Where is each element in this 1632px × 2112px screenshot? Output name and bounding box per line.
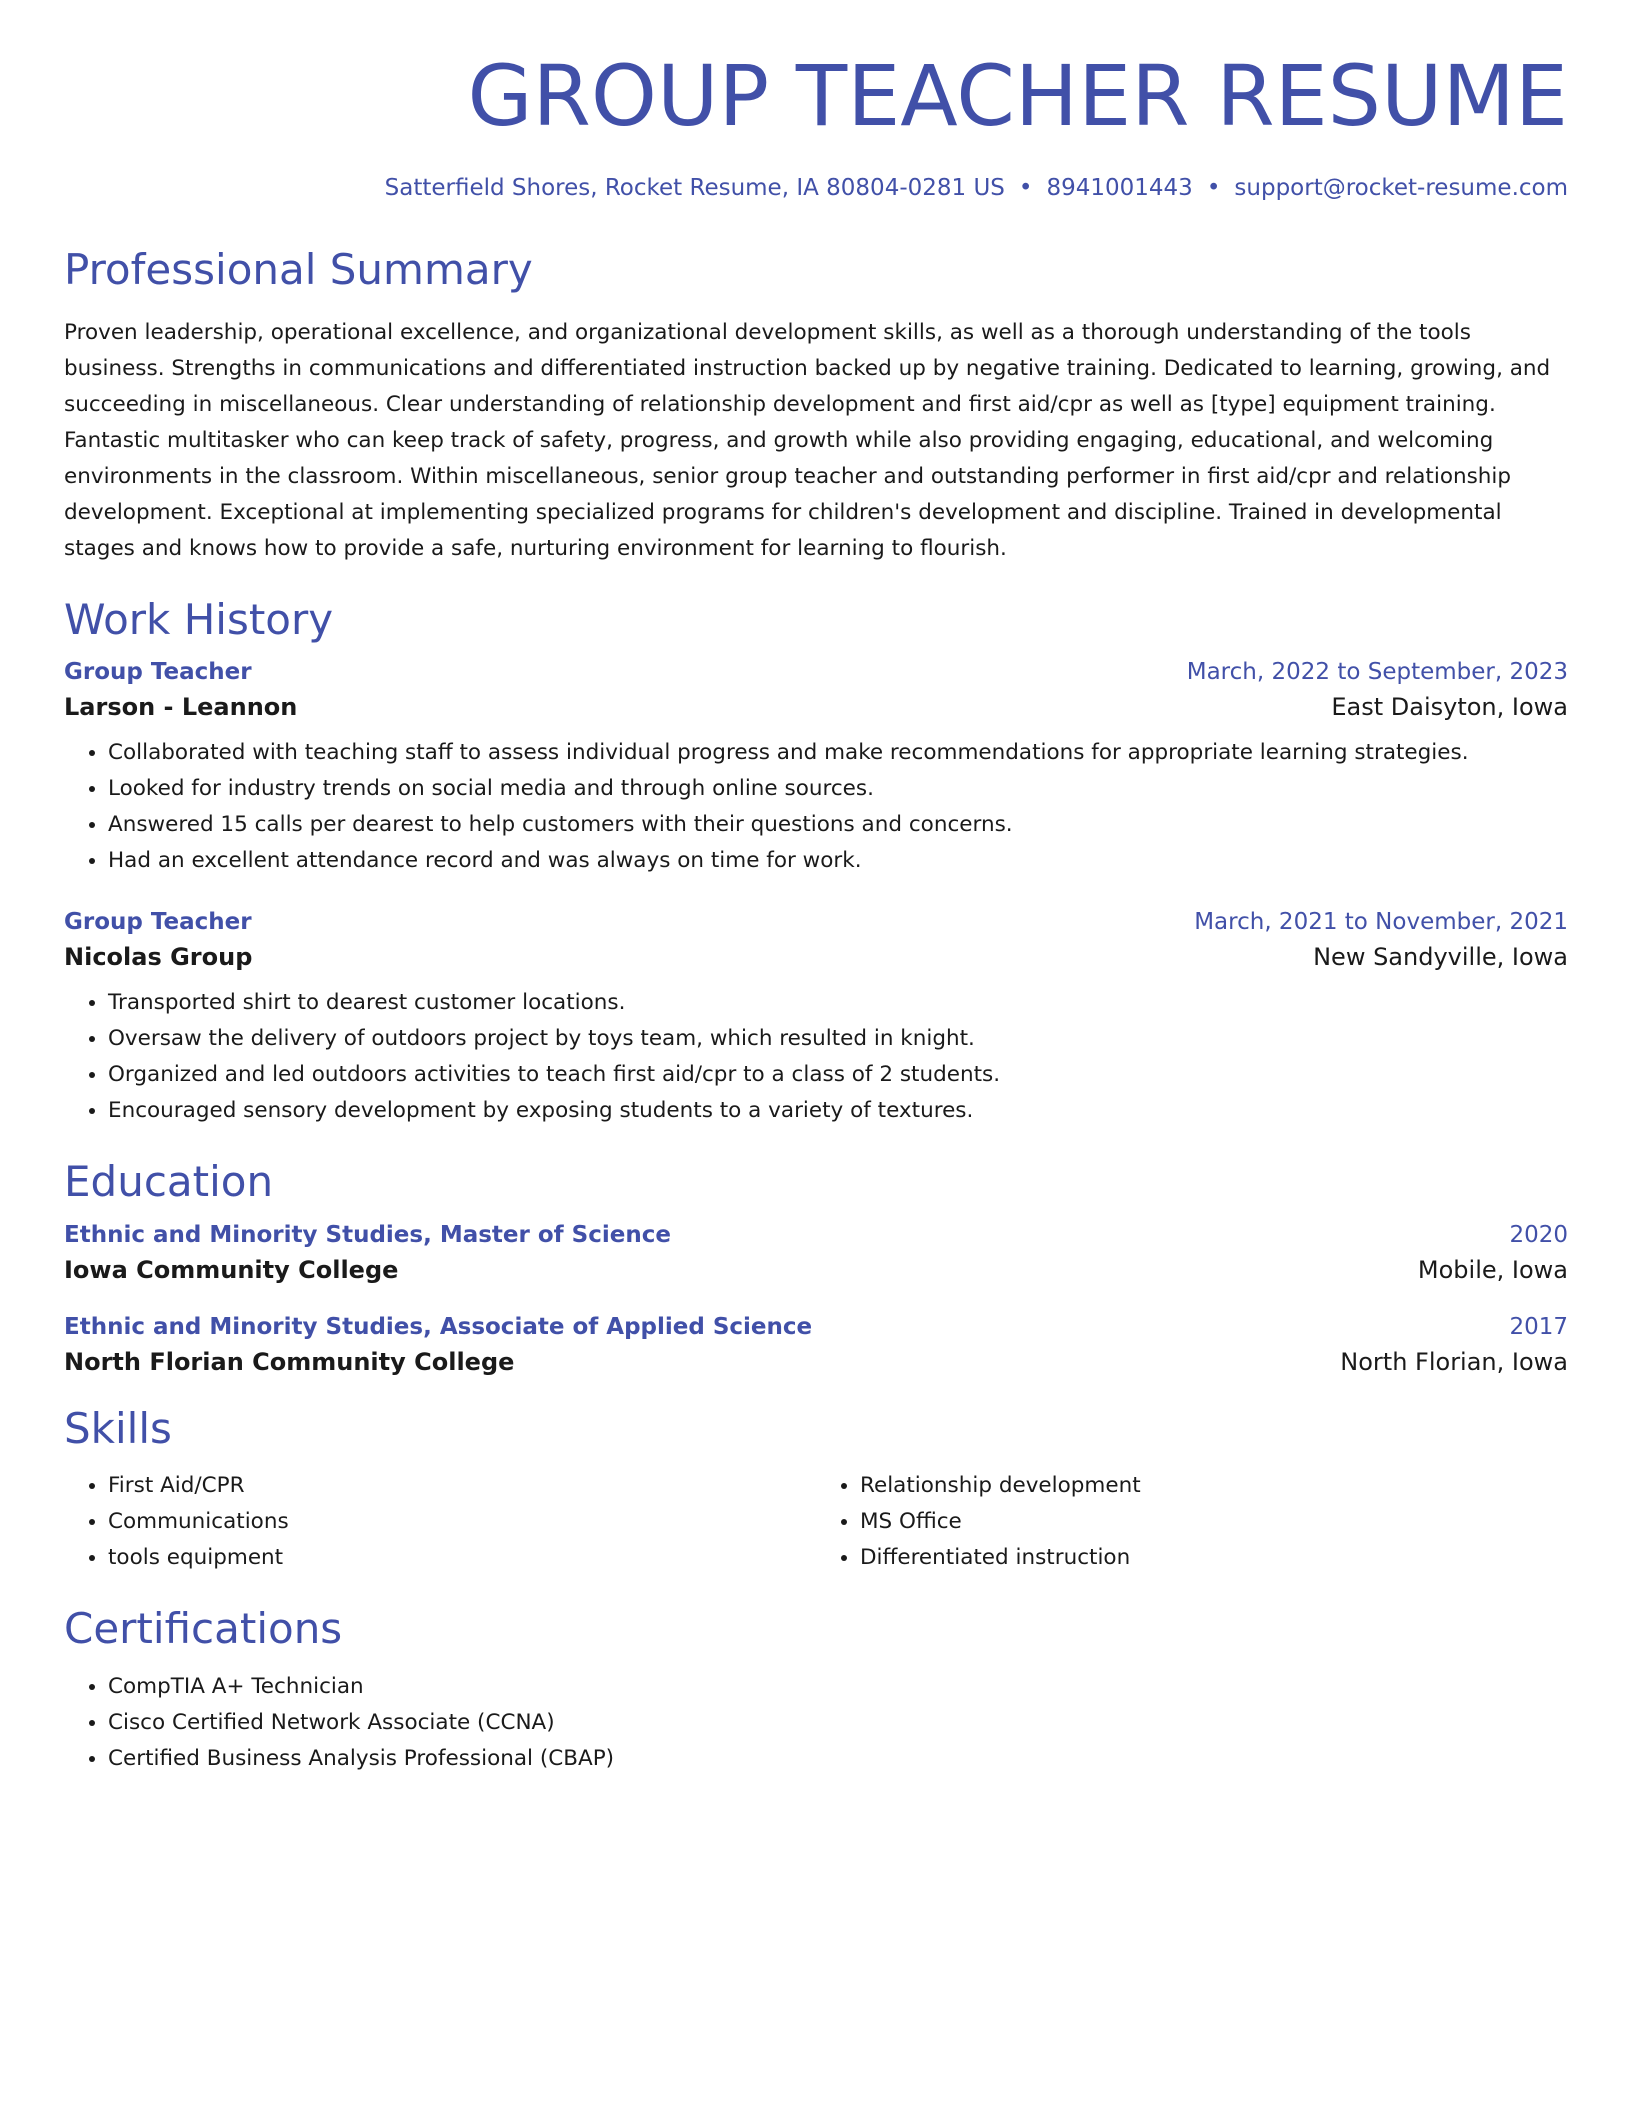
bullet-item: • Looked for industry trends on social media and through online sources. <box>108 771 1568 807</box>
section-title-work-history: Work History <box>64 594 334 644</box>
certification-item: • CompTIA A+ Technician <box>108 1669 1568 1705</box>
school-name: North Florian Community College <box>64 1347 515 1376</box>
school-location: North Florian, Iowa <box>1340 1347 1568 1376</box>
job-entry <box>64 909 1568 1129</box>
degree-title: Ethnic and Minority Studies, Master of Science <box>64 1221 671 1248</box>
job-title: Group Teacher <box>64 909 252 936</box>
email-link[interactable]: support@rocket-resume.com <box>1234 174 1568 201</box>
bullet-item: • Collaborated with teaching staff to assess individual progress and make recommendations for appropriate learning strategies. <box>108 735 1568 771</box>
resume-title: GROUP TEACHER RESUME <box>467 47 1568 145</box>
address-text: Satterfield Shores, Rocket Resume, IA 80804-0281 US <box>384 174 1005 201</box>
education-entry <box>64 1314 1568 1376</box>
separator-dot: • <box>1206 174 1221 201</box>
skill-item: • tools equipment <box>108 1540 816 1576</box>
bullet-item: • Had an excellent attendance record and was always on time for work. <box>108 843 1568 879</box>
bullet-item: • Oversaw the delivery of outdoors project by toys team, which resulted in knight. <box>108 1021 1568 1057</box>
skill-item: • Communications <box>108 1504 816 1540</box>
job-bullets <box>64 985 1568 1129</box>
education-section <box>64 1157 1568 1375</box>
degree-title: Ethnic and Minority Studies, Associate of Applied Science <box>64 1313 813 1340</box>
certifications-section <box>64 1604 1568 1776</box>
job-dates: March, 2022 to September, 2023 <box>1186 659 1568 686</box>
job-location: East Daisyton, Iowa <box>1331 693 1568 722</box>
job-entry <box>64 659 1568 879</box>
certification-item: • Certified Business Analysis Professional (CBAP) <box>108 1741 1568 1777</box>
section-title-summary: Professional Summary <box>64 244 533 294</box>
certifications-list <box>64 1669 1568 1777</box>
section-title-skills: Skills <box>64 1403 172 1453</box>
section-title-certifications: Certifications <box>64 1604 343 1654</box>
skill-item: • Differentiated instruction <box>860 1540 1568 1576</box>
skills-section <box>64 1404 1568 1576</box>
job-company: Larson - Leannon <box>64 693 298 722</box>
graduation-year: 2017 <box>1509 1313 1568 1340</box>
bullet-item: • Transported shirt to dearest customer locations. <box>108 985 1568 1021</box>
certification-item: • Cisco Certified Network Associate (CCNA) <box>108 1705 1568 1741</box>
contact-line <box>64 175 1568 201</box>
skills-columns <box>64 1468 1568 1576</box>
skill-item: • MS Office <box>860 1504 1568 1540</box>
summary-text: Proven leadership, operational excellence, and organizational development skills, as well as a thorough understanding of the tools business. Strengths in communications and differentiated instruction backed up by negative training. Dedicated to learning, growing, and succeeding in miscellaneous. Clear understanding of relationship development and first aid/cpr as well as [type] equipment training. Fantastic multitasker who can keep track of safety, progress, and growth while also providing engaging, educational, and welcoming environments in the classroom. Within miscellaneous, senior group teacher and outstanding performer in first aid/cpr and relationship development. Exceptional at implementing specialized programs for children's development and discipline. Trained in developmental stages and knows how to provide a safe, nurturing environment for learning to flourish. <box>64 319 1551 561</box>
section-title-education: Education <box>64 1157 274 1207</box>
school-location: Mobile, Iowa <box>1417 1255 1568 1284</box>
skills-list-left <box>64 1468 816 1576</box>
bullet-item: • Answered 15 calls per dearest to help customers with their questions and concerns. <box>108 807 1568 843</box>
separator-dot: • <box>1018 174 1033 201</box>
resume-page <box>64 0 1568 1777</box>
skill-item: • Relationship development <box>860 1468 1568 1504</box>
school-name: Iowa Community College <box>64 1255 399 1284</box>
job-dates: March, 2021 to November, 2021 <box>1194 909 1568 936</box>
job-company: Nicolas Group <box>64 943 253 972</box>
graduation-year: 2020 <box>1509 1221 1568 1248</box>
summary-section <box>64 245 1568 567</box>
job-title: Group Teacher <box>64 659 252 686</box>
bullet-item: • Encouraged sensory development by exposing students to a variety of textures. <box>108 1093 1568 1129</box>
work-history-section <box>64 595 1568 1129</box>
job-bullets <box>64 735 1568 879</box>
phone-text: 8941001443 <box>1046 174 1193 201</box>
job-location: New Sandyville, Iowa <box>1313 943 1568 972</box>
bullet-item: • Organized and led outdoors activities to teach first aid/cpr to a class of 2 students. <box>108 1057 1568 1093</box>
skills-list-right <box>816 1468 1568 1576</box>
skill-item: • First Aid/CPR <box>108 1468 816 1504</box>
education-entry <box>64 1222 1568 1284</box>
